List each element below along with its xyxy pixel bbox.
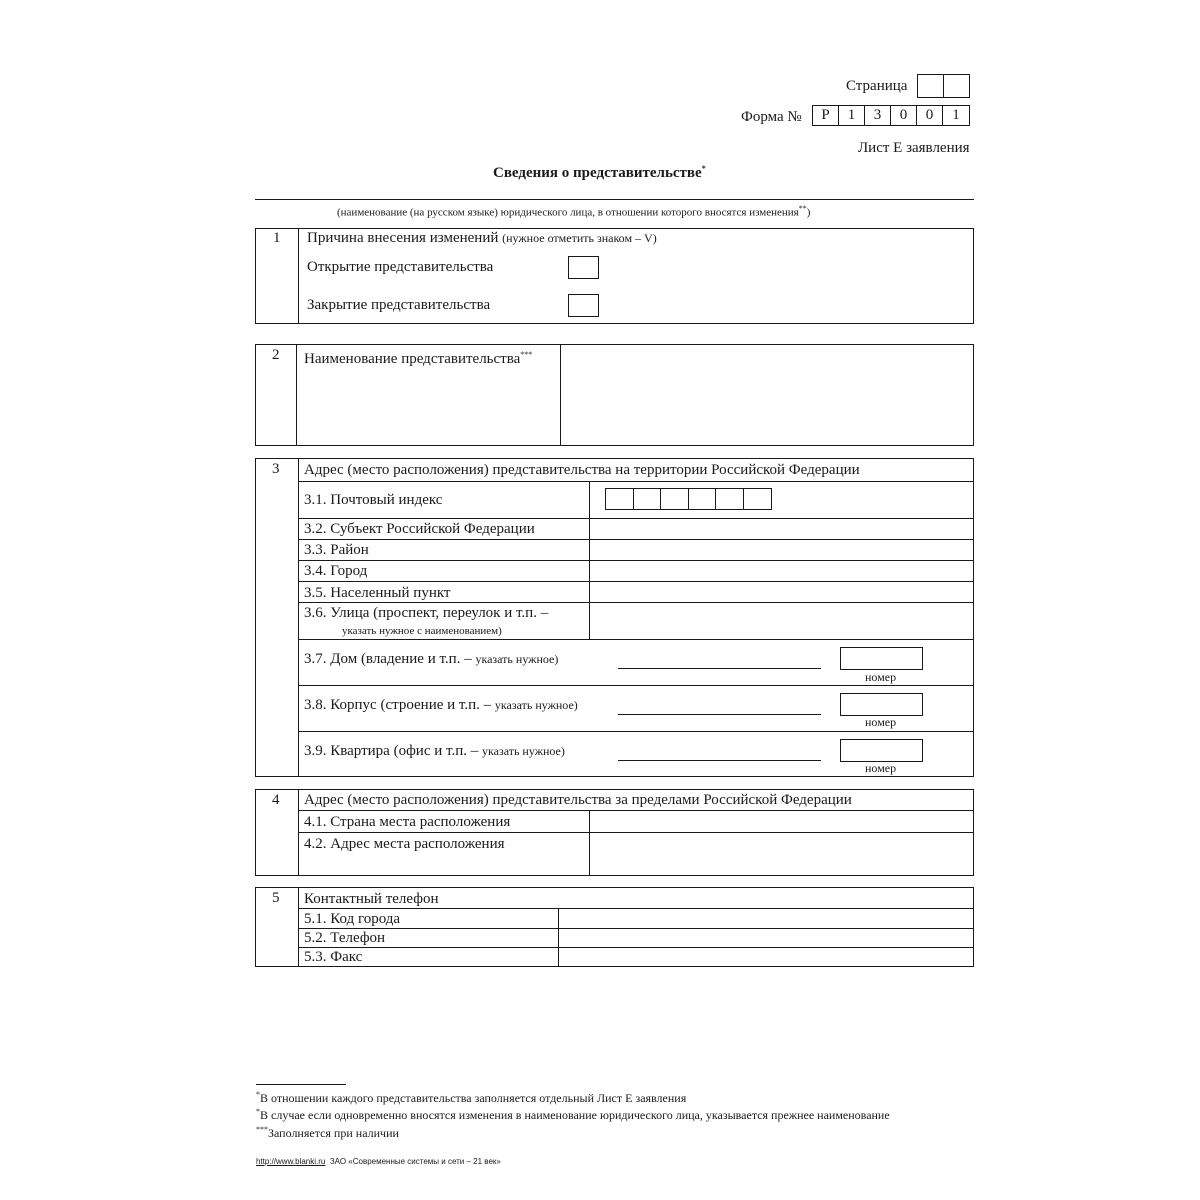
- street-field[interactable]: [590, 603, 972, 638]
- postal-code-cell[interactable]: [660, 488, 689, 510]
- form-label: Форма №: [741, 109, 802, 125]
- apartment-number-caption: номер: [865, 761, 897, 775]
- building-type-line[interactable]: [618, 714, 821, 715]
- form-number-cell: 0: [916, 105, 943, 126]
- district-label: 3.3. Район: [304, 542, 369, 558]
- open-office-checkbox[interactable]: [568, 256, 599, 279]
- footer-company: ЗАО «Современные системы и сети – 21 век»: [329, 1157, 501, 1166]
- form-number-cell: 3: [864, 105, 891, 126]
- postal-code-cell[interactable]: [715, 488, 744, 510]
- postal-code-cell[interactable]: [633, 488, 661, 510]
- city-field[interactable]: [590, 561, 972, 580]
- fax-label: 5.3. Факс: [304, 949, 363, 965]
- country-field[interactable]: [590, 811, 972, 831]
- city-code-label: 5.1. Код города: [304, 911, 401, 927]
- house-type-line[interactable]: [618, 668, 821, 669]
- page-label: Страница: [846, 78, 908, 94]
- country-label: 4.1. Страна места расположения: [304, 814, 511, 830]
- postal-code-cell[interactable]: [688, 488, 716, 510]
- section-3-number: 3: [272, 461, 280, 477]
- building-label: 3.8. Корпус (строение и т.п. – указать нужное): [304, 697, 578, 713]
- postal-code-label: 3.1. Почтовый индекс: [304, 492, 443, 508]
- section-3-title: Адрес (место расположения) представительства на территории Российской Федерации: [304, 462, 860, 478]
- section-1-title: Причина внесения изменений (нужное отметить знаком – V): [307, 230, 657, 246]
- close-office-label: Закрытие представительства: [307, 297, 491, 313]
- form-number-cell: 1: [942, 105, 970, 126]
- subject-field[interactable]: [590, 519, 972, 538]
- postal-code-cell[interactable]: [605, 488, 634, 510]
- form-number-cell: 0: [890, 105, 917, 126]
- footnote-2: *В случае если одновременно вносятся изменения в наименование юридического лица, указывается прежнее наименование: [256, 1107, 890, 1122]
- footer: [256, 1157, 501, 1166]
- district-field[interactable]: [590, 540, 972, 559]
- office-name-field[interactable]: [562, 346, 972, 444]
- street-note: указать нужное с наименованием): [342, 625, 502, 637]
- phone-field[interactable]: [559, 929, 972, 946]
- page-title: [493, 160, 706, 182]
- open-office-label: Открытие представительства: [307, 259, 494, 275]
- house-number-input[interactable]: [840, 647, 923, 670]
- apartment-number-input[interactable]: [840, 739, 923, 762]
- section-2-number: 2: [272, 347, 280, 363]
- street-label: 3.6. Улица (проспект, переулок и т.п. –: [304, 605, 549, 621]
- close-office-checkbox[interactable]: [568, 294, 599, 317]
- page-title-mark: *: [701, 164, 706, 173]
- form-number-cell: Р: [812, 105, 839, 126]
- page-number-cell-1[interactable]: [917, 74, 944, 98]
- form-number-cell: 1: [838, 105, 865, 126]
- locality-label: 3.5. Населенный пункт: [304, 585, 451, 601]
- section-1-number: 1: [273, 230, 281, 246]
- subject-label: 3.2. Субъект Российской Федерации: [304, 521, 535, 537]
- city-label: 3.4. Город: [304, 563, 368, 579]
- office-name-label: Наименование представительства***: [304, 350, 533, 367]
- section-5-title: Контактный телефон: [304, 891, 439, 907]
- house-number-caption: номер: [865, 670, 897, 684]
- building-number-input[interactable]: [840, 693, 923, 716]
- footnote-3: ***Заполняется при наличии: [256, 1125, 399, 1140]
- footnote-separator: [256, 1084, 346, 1085]
- apartment-type-line[interactable]: [618, 760, 821, 761]
- section-4-title: Адрес (место расположения) представительства за пределами Российской Федерации: [304, 792, 852, 808]
- fax-field[interactable]: [559, 948, 972, 965]
- building-number-caption: номер: [865, 715, 897, 729]
- footer-link[interactable]: http://www.blanki.ru: [256, 1157, 326, 1166]
- page-title-text: Сведения о представительстве: [493, 165, 702, 181]
- foreign-address-label: 4.2. Адрес места расположения: [304, 836, 505, 852]
- page-number-cell-2[interactable]: [943, 74, 970, 98]
- city-code-field[interactable]: [559, 909, 972, 927]
- legal-entity-name-caption: (наименование (на русском языке) юридического лица, в отношении которого вносятся изменения**): [337, 204, 811, 219]
- footnote-1: *В отношении каждого представительства заполняется отдельный Лист Е заявления: [256, 1090, 687, 1105]
- house-label: 3.7. Дом (владение и т.п. – указать нужное): [304, 651, 559, 667]
- locality-field[interactable]: [590, 582, 972, 601]
- foreign-address-field[interactable]: [590, 833, 972, 874]
- postal-code-cell[interactable]: [743, 488, 772, 510]
- section-4-number: 4: [272, 792, 280, 808]
- phone-label: 5.2. Телефон: [304, 930, 386, 946]
- section-5-number: 5: [272, 890, 280, 906]
- sheet-label: Лист Е заявления: [858, 140, 970, 156]
- legal-entity-name-line[interactable]: [255, 199, 974, 200]
- apartment-label: 3.9. Квартира (офис и т.п. – указать нужное): [304, 743, 565, 759]
